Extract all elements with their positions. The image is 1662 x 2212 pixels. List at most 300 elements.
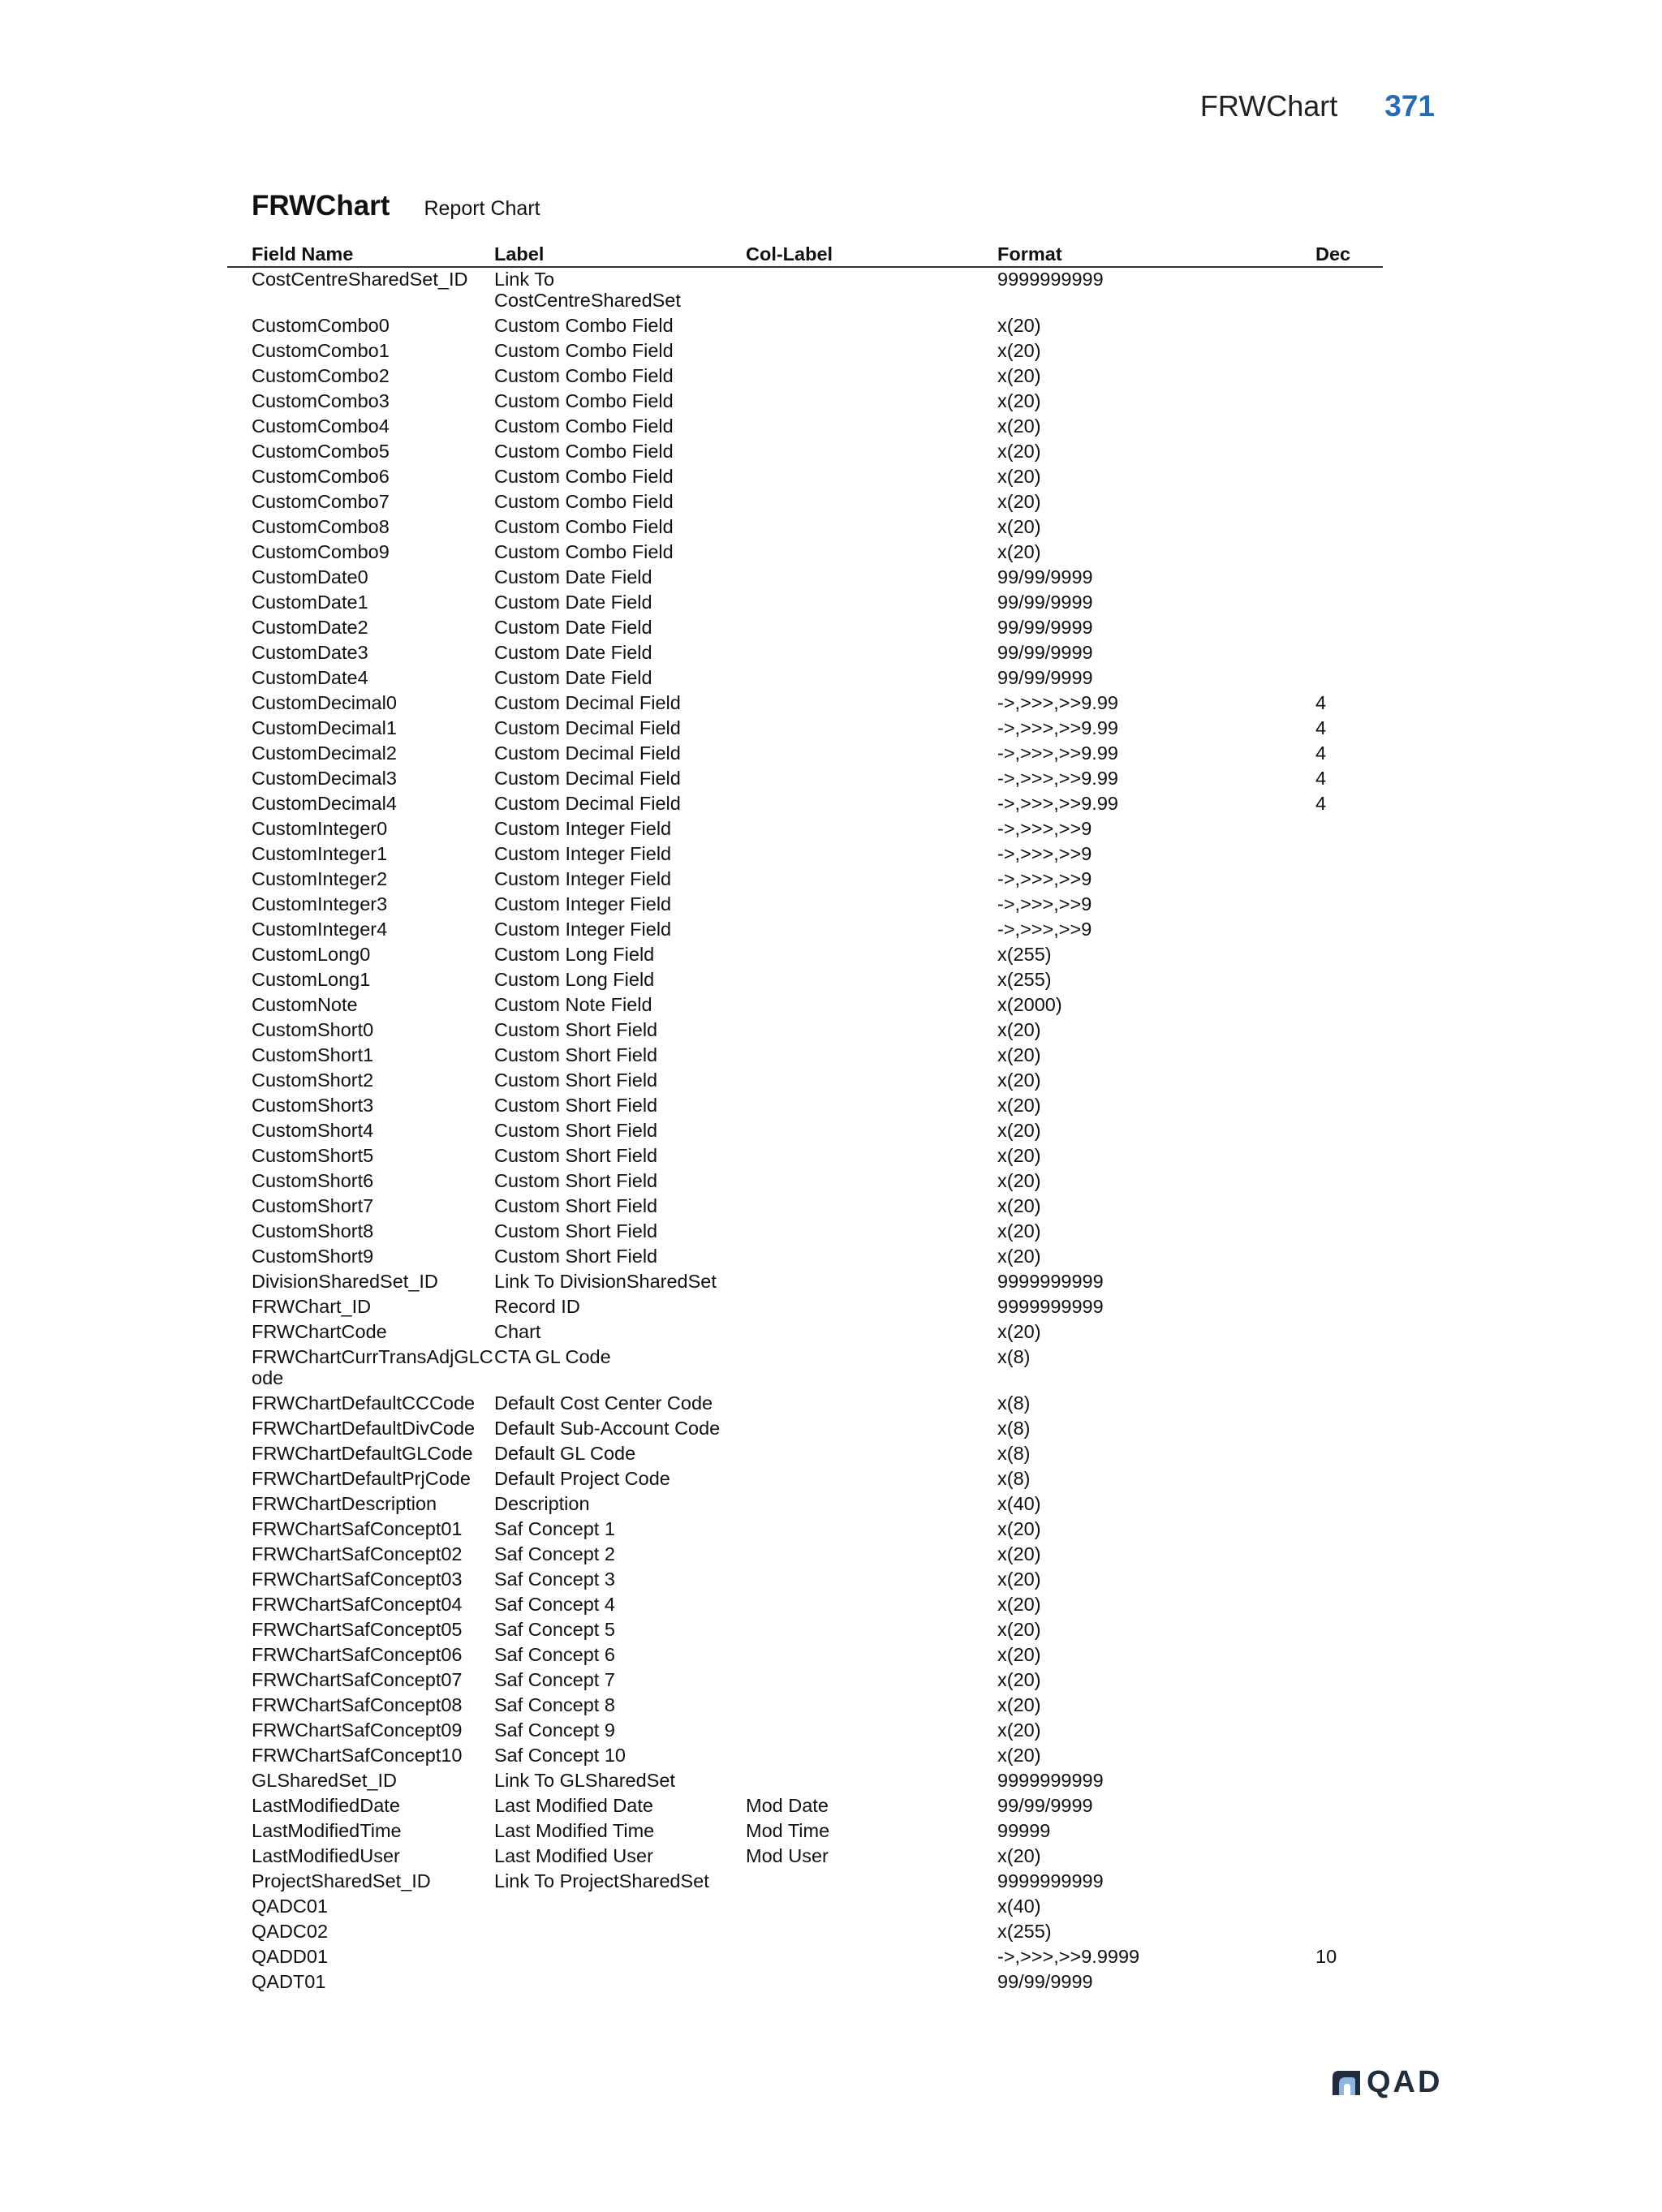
format-cell: x(20): [997, 491, 1041, 512]
label-cell: Custom Date Field: [494, 592, 652, 613]
field-name-cell: CustomShort6: [252, 1170, 374, 1191]
table-row: [227, 717, 1383, 742]
col-label-cell: [746, 1920, 997, 1924]
label-cell: Saf Concept 2: [494, 1543, 615, 1564]
col-label-cell: [746, 1169, 997, 1173]
dec-cell: [1315, 1119, 1383, 1123]
dec-cell: [1315, 591, 1383, 595]
dec-cell: [1315, 1517, 1383, 1521]
dec-cell: [1315, 490, 1383, 494]
label-cell: Link To ProjectSharedSet: [494, 1870, 709, 1891]
format-cell: x(20): [997, 1719, 1041, 1741]
dec-cell: [1315, 666, 1383, 670]
dec-cell: [1315, 364, 1383, 368]
col-label-cell: Mod User: [746, 1845, 829, 1866]
table-row: [227, 691, 1383, 717]
field-name-cell: FRWChartDefaultPrjCode: [252, 1468, 471, 1489]
dec-cell: [1315, 268, 1383, 272]
col-label-cell: [746, 515, 997, 519]
field-name-cell: CustomShort0: [252, 1019, 374, 1040]
dec-cell: 4: [1315, 742, 1327, 764]
format-cell: 99999: [997, 1820, 1051, 1841]
table-row: [227, 591, 1383, 616]
format-cell: ->,>>>,>>9: [997, 893, 1092, 914]
col-label-cell: [746, 1668, 997, 1672]
label-cell: Custom Combo Field: [494, 541, 674, 562]
col-label-cell: [746, 490, 997, 494]
dec-cell: [1315, 641, 1383, 645]
dec-cell: [1315, 1044, 1383, 1048]
field-name-cell: FRWChartSafConcept08: [252, 1694, 463, 1715]
table-row: [227, 1245, 1383, 1270]
dec-cell: 10: [1315, 1946, 1337, 1967]
label-cell: Custom Short Field: [494, 1220, 658, 1242]
table-row: [227, 993, 1383, 1018]
dec-cell: [1315, 1018, 1383, 1022]
col-label-cell: [746, 817, 997, 821]
field-name-cell: FRWChartSafConcept10: [252, 1745, 463, 1766]
col-label-cell: [746, 792, 997, 796]
col-label-cell: [746, 1442, 997, 1446]
dec-cell: [1315, 339, 1383, 343]
format-cell: x(20): [997, 541, 1041, 562]
format-cell: x(20): [997, 1543, 1041, 1564]
dec-cell: 4: [1315, 717, 1327, 738]
format-cell: x(2000): [997, 994, 1062, 1015]
table-row: [227, 1543, 1383, 1568]
dec-cell: [1315, 1094, 1383, 1098]
format-cell: 99/99/9999: [997, 1971, 1093, 1992]
dec-cell: [1315, 1618, 1383, 1622]
format-cell: x(40): [997, 1493, 1041, 1514]
format-cell: 99/99/9999: [997, 566, 1093, 587]
dec-cell: [1315, 1144, 1383, 1148]
column-header-row: [227, 242, 1383, 268]
format-cell: ->,>>>,>>9: [997, 843, 1092, 864]
format-cell: ->,>>>,>>9.99: [997, 768, 1118, 789]
dec-cell: [1315, 1492, 1383, 1496]
col-label-cell: [746, 314, 997, 318]
format-cell: x(40): [997, 1896, 1041, 1917]
dec-cell: [1315, 1194, 1383, 1199]
dec-cell: [1315, 1794, 1383, 1798]
col-label-cell: [746, 1693, 997, 1698]
format-cell: x(20): [997, 365, 1041, 386]
format-cell: x(20): [997, 1220, 1041, 1242]
col-label-cell: [746, 1345, 997, 1349]
label-cell: Custom Decimal Field: [494, 717, 681, 738]
format-cell: ->,>>>,>>9: [997, 868, 1092, 889]
table-row: [227, 1970, 1383, 1995]
format-cell: x(20): [997, 1246, 1041, 1267]
label-cell: Custom Short Field: [494, 1095, 658, 1116]
field-name-cell: QADT01: [252, 1971, 326, 1992]
table-row: [227, 1295, 1383, 1320]
col-label-cell: [746, 1593, 997, 1597]
label-cell: Custom Decimal Field: [494, 768, 681, 789]
col-label-cell: [746, 1945, 997, 1949]
label-cell: Custom Date Field: [494, 642, 652, 663]
col-label-cell: [746, 767, 997, 771]
table-row: [227, 389, 1383, 415]
col-label-cell: [746, 465, 997, 469]
field-name-cell: CustomInteger2: [252, 868, 388, 889]
label-cell: Record ID: [494, 1296, 580, 1317]
label-cell: [494, 1945, 746, 1949]
dec-cell: [1315, 415, 1383, 419]
field-name-cell: CustomDecimal3: [252, 768, 397, 789]
col-label-cell: [746, 268, 997, 272]
format-cell: 99/99/9999: [997, 1795, 1093, 1816]
col-label-cell: [746, 1245, 997, 1249]
label-cell: Custom Decimal Field: [494, 742, 681, 764]
col-label-cell: [746, 691, 997, 695]
format-cell: x(20): [997, 516, 1041, 537]
label-cell: Saf Concept 8: [494, 1694, 615, 1715]
label-cell: Custom Long Field: [494, 969, 655, 990]
label-cell: Custom Note Field: [494, 994, 652, 1015]
field-name-cell: FRWChartDefaultGLCode: [252, 1443, 473, 1464]
label-cell: Saf Concept 10: [494, 1745, 626, 1766]
dec-cell: [1315, 943, 1383, 947]
format-cell: 99/99/9999: [997, 667, 1093, 688]
table-row: [227, 641, 1383, 666]
col-label-cell: [746, 943, 997, 947]
table-row: [227, 918, 1383, 943]
format-cell: x(20): [997, 340, 1041, 361]
dec-cell: [1315, 1895, 1383, 1899]
format-cell: x(20): [997, 1195, 1041, 1216]
table-row: [227, 1194, 1383, 1220]
col-label-cell: [746, 1543, 997, 1547]
table-row: [227, 1018, 1383, 1044]
col-label-cell: [746, 389, 997, 394]
label-cell: Chart: [494, 1321, 541, 1342]
field-name-cell: FRWChart_ID: [252, 1296, 372, 1317]
column-header-format: Format: [997, 243, 1062, 265]
format-cell: x(20): [997, 1745, 1041, 1766]
table-row: [227, 314, 1383, 339]
table-title-row: [252, 190, 540, 222]
table-row: [227, 1044, 1383, 1069]
field-name-cell: CustomInteger1: [252, 843, 388, 864]
label-cell: Custom Combo Field: [494, 466, 674, 487]
label-cell: Default Project Code: [494, 1468, 670, 1489]
field-name-cell: QADC02: [252, 1921, 329, 1942]
label-cell: Custom Integer Field: [494, 893, 672, 914]
field-name-cell: CustomLong0: [252, 944, 371, 965]
col-label-cell: [746, 1018, 997, 1022]
field-name-cell: CustomShort7: [252, 1195, 374, 1216]
label-cell: Link To DivisionSharedSet: [494, 1271, 717, 1292]
label-cell: Last Modified Date: [494, 1795, 653, 1816]
dec-cell: [1315, 1744, 1383, 1748]
dec-cell: 4: [1315, 768, 1327, 789]
table-name: FRWChart: [252, 190, 390, 222]
format-cell: ->,>>>,>>9: [997, 919, 1092, 940]
field-name-cell: LastModifiedDate: [252, 1795, 400, 1816]
field-name-cell: DivisionSharedSet_ID: [252, 1271, 438, 1292]
field-name-cell: FRWChartDefaultCCCode: [252, 1392, 476, 1414]
col-label-cell: [746, 1069, 997, 1073]
label-cell: [494, 1895, 746, 1899]
dec-cell: [1315, 1245, 1383, 1249]
field-name-cell: CustomInteger0: [252, 818, 388, 839]
label-cell: Custom Date Field: [494, 667, 652, 688]
field-name-cell: FRWChartSafConcept03: [252, 1569, 463, 1590]
format-cell: x(20): [997, 415, 1041, 437]
field-name-cell: FRWChartSafConcept05: [252, 1619, 463, 1640]
table-row: [227, 1069, 1383, 1094]
column-header-col-label: Col-Label: [746, 243, 833, 265]
table-row: [227, 515, 1383, 540]
label-cell: Custom Integer Field: [494, 843, 672, 864]
qad-logo: [1331, 2065, 1442, 2100]
dec-cell: [1315, 515, 1383, 519]
col-label-cell: [746, 1295, 997, 1299]
dec-cell: [1315, 993, 1383, 997]
field-schema-table: [227, 242, 1383, 1995]
field-name-cell: QADC01: [252, 1896, 329, 1917]
field-name-cell: QADD01: [252, 1946, 329, 1967]
dec-cell: [1315, 1442, 1383, 1446]
format-cell: x(20): [997, 1044, 1041, 1065]
format-cell: x(20): [997, 1170, 1041, 1191]
field-name-cell: CustomShort3: [252, 1095, 374, 1116]
label-cell: [494, 1920, 746, 1924]
label-cell: Default GL Code: [494, 1443, 636, 1464]
page-number: 371: [1384, 89, 1435, 123]
field-name-cell: CostCentreSharedSet_ID: [252, 269, 468, 290]
format-cell: x(20): [997, 1069, 1041, 1091]
dec-cell: [1315, 1320, 1383, 1324]
col-label-cell: [746, 1094, 997, 1098]
dec-cell: [1315, 968, 1383, 972]
label-cell: Default Sub-Account Code: [494, 1418, 721, 1439]
table-row: [227, 1144, 1383, 1169]
dec-cell: [1315, 1593, 1383, 1597]
label-cell: Custom Short Field: [494, 1069, 658, 1091]
table-description: Report Chart: [424, 197, 540, 220]
table-row: [227, 817, 1383, 842]
table-row: [227, 1618, 1383, 1643]
format-cell: x(20): [997, 1095, 1041, 1116]
label-cell: Custom Combo Field: [494, 441, 674, 462]
label-cell: Saf Concept 6: [494, 1644, 615, 1665]
table-row: [227, 1844, 1383, 1870]
table-row: [227, 968, 1383, 993]
column-header-dec: Dec: [1315, 243, 1351, 265]
format-cell: 99/99/9999: [997, 642, 1093, 663]
label-cell: Custom Short Field: [494, 1195, 658, 1216]
format-cell: 9999999999: [997, 1870, 1104, 1891]
col-label-cell: [746, 1643, 997, 1647]
table-row: [227, 1593, 1383, 1618]
field-name-cell: CustomCombo2: [252, 365, 390, 386]
col-label-cell: [746, 641, 997, 645]
table-row: [227, 1895, 1383, 1920]
table-row: [227, 867, 1383, 893]
table-row: [227, 842, 1383, 867]
format-cell: x(8): [997, 1468, 1031, 1489]
col-label-cell: [746, 968, 997, 972]
label-cell: Custom Combo Field: [494, 340, 674, 361]
col-label-cell: [746, 1320, 997, 1324]
table-row: [227, 1568, 1383, 1593]
table-row: [227, 1119, 1383, 1144]
label-cell: Custom Short Field: [494, 1246, 658, 1267]
table-row: [227, 1220, 1383, 1245]
table-row: [227, 1094, 1383, 1119]
field-name-cell: FRWChartCurrTransAdjGLCode: [252, 1346, 493, 1388]
format-cell: ->,>>>,>>9: [997, 818, 1092, 839]
format-cell: x(255): [997, 944, 1052, 965]
table-row: [227, 1744, 1383, 1769]
dec-cell: [1315, 1643, 1383, 1647]
field-name-cell: FRWChartSafConcept07: [252, 1669, 463, 1690]
dec-cell: [1315, 1769, 1383, 1773]
table-row: [227, 742, 1383, 767]
label-cell: Custom Decimal Field: [494, 793, 681, 814]
table-row: [227, 1492, 1383, 1517]
field-name-cell: FRWChartDefaultDivCode: [252, 1418, 476, 1439]
col-label-cell: [746, 339, 997, 343]
field-name-cell: CustomDecimal0: [252, 692, 397, 713]
field-name-cell: FRWChartSafConcept04: [252, 1594, 463, 1615]
field-name-cell: CustomDecimal1: [252, 717, 397, 738]
format-cell: x(20): [997, 466, 1041, 487]
format-cell: ->,>>>,>>9.9999: [997, 1946, 1140, 1967]
dec-cell: [1315, 1069, 1383, 1073]
logo-text: QAD: [1367, 2065, 1443, 2099]
format-cell: 9999999999: [997, 1271, 1104, 1292]
table-row: [227, 1345, 1383, 1392]
label-cell: Custom Short Field: [494, 1120, 658, 1141]
table-row: [227, 1794, 1383, 1819]
format-cell: 9999999999: [997, 1296, 1104, 1317]
table-row: [227, 540, 1383, 566]
table-row: [227, 364, 1383, 389]
dec-cell: [1315, 1668, 1383, 1672]
table-row: [227, 666, 1383, 691]
table-row: [227, 893, 1383, 918]
table-row: [227, 1643, 1383, 1668]
format-cell: ->,>>>,>>9.99: [997, 742, 1118, 764]
field-name-cell: CustomShort4: [252, 1120, 374, 1141]
label-cell: Custom Integer Field: [494, 919, 672, 940]
field-name-cell: CustomDate3: [252, 642, 368, 663]
field-name-cell: CustomDecimal4: [252, 793, 397, 814]
format-cell: x(20): [997, 1518, 1041, 1539]
dec-cell: [1315, 1719, 1383, 1723]
col-label-cell: [746, 1744, 997, 1748]
table-row: [227, 1719, 1383, 1744]
col-label-cell: [746, 1568, 997, 1572]
col-label-cell: [746, 842, 997, 846]
format-cell: x(8): [997, 1346, 1031, 1367]
format-cell: ->,>>>,>>9.99: [997, 717, 1118, 738]
dec-cell: [1315, 540, 1383, 544]
table-row: [227, 1270, 1383, 1295]
format-cell: x(20): [997, 1321, 1041, 1342]
table-row: [227, 1920, 1383, 1945]
format-cell: x(20): [997, 1120, 1041, 1141]
col-label-cell: [746, 1194, 997, 1199]
field-name-cell: ProjectSharedSet_ID: [252, 1870, 431, 1891]
dec-cell: [1315, 893, 1383, 897]
field-name-cell: FRWChartSafConcept02: [252, 1543, 463, 1564]
label-cell: Last Modified User: [494, 1845, 653, 1866]
col-label-cell: [746, 893, 997, 897]
dec-cell: [1315, 440, 1383, 444]
dec-cell: [1315, 1295, 1383, 1299]
table-row: [227, 767, 1383, 792]
dec-cell: [1315, 1568, 1383, 1572]
table-row: [227, 1320, 1383, 1345]
col-label-cell: [746, 1769, 997, 1773]
field-name-cell: CustomDate0: [252, 566, 368, 587]
label-cell: Custom Short Field: [494, 1145, 658, 1166]
field-name-cell: FRWChartDescription: [252, 1493, 437, 1514]
col-label-cell: [746, 364, 997, 368]
label-cell: Saf Concept 7: [494, 1669, 615, 1690]
field-name-cell: CustomCombo5: [252, 441, 390, 462]
col-label-cell: Mod Date: [746, 1795, 829, 1816]
table-row: [227, 1417, 1383, 1442]
dec-cell: [1315, 465, 1383, 469]
format-cell: x(20): [997, 1594, 1041, 1615]
col-label-cell: [746, 591, 997, 595]
table-row: [227, 1945, 1383, 1970]
table-row: [227, 1870, 1383, 1895]
table-row: [227, 1442, 1383, 1467]
label-cell: [494, 1970, 746, 1974]
table-row: [227, 490, 1383, 515]
format-cell: x(255): [997, 969, 1052, 990]
table-row: [227, 415, 1383, 440]
dec-cell: [1315, 389, 1383, 394]
label-cell: Link To GLSharedSet: [494, 1770, 675, 1791]
dec-cell: [1315, 1970, 1383, 1974]
col-label-cell: [746, 918, 997, 922]
dec-cell: [1315, 1270, 1383, 1274]
col-label-cell: [746, 666, 997, 670]
dec-cell: [1315, 1345, 1383, 1349]
table-row: [227, 792, 1383, 817]
field-name-cell: FRWChartCode: [252, 1321, 387, 1342]
dec-cell: [1315, 918, 1383, 922]
dec-cell: [1315, 1467, 1383, 1471]
label-cell: Custom Short Field: [494, 1044, 658, 1065]
field-name-cell: CustomDate1: [252, 592, 368, 613]
field-name-cell: CustomDecimal2: [252, 742, 397, 764]
table-row: [227, 1769, 1383, 1794]
format-cell: x(20): [997, 441, 1041, 462]
label-cell: Custom Decimal Field: [494, 692, 681, 713]
format-cell: x(20): [997, 1019, 1041, 1040]
label-cell: Custom Date Field: [494, 566, 652, 587]
field-name-cell: CustomShort1: [252, 1044, 374, 1065]
table-body: [227, 268, 1383, 1995]
col-label-cell: [746, 415, 997, 419]
format-cell: x(20): [997, 1569, 1041, 1590]
label-cell: Custom Short Field: [494, 1170, 658, 1191]
field-name-cell: GLSharedSet_ID: [252, 1770, 397, 1791]
field-name-cell: CustomCombo8: [252, 516, 390, 537]
col-label-cell: [746, 1970, 997, 1974]
dec-cell: [1315, 616, 1383, 620]
label-cell: Link To CostCentreSharedSet: [494, 269, 681, 311]
